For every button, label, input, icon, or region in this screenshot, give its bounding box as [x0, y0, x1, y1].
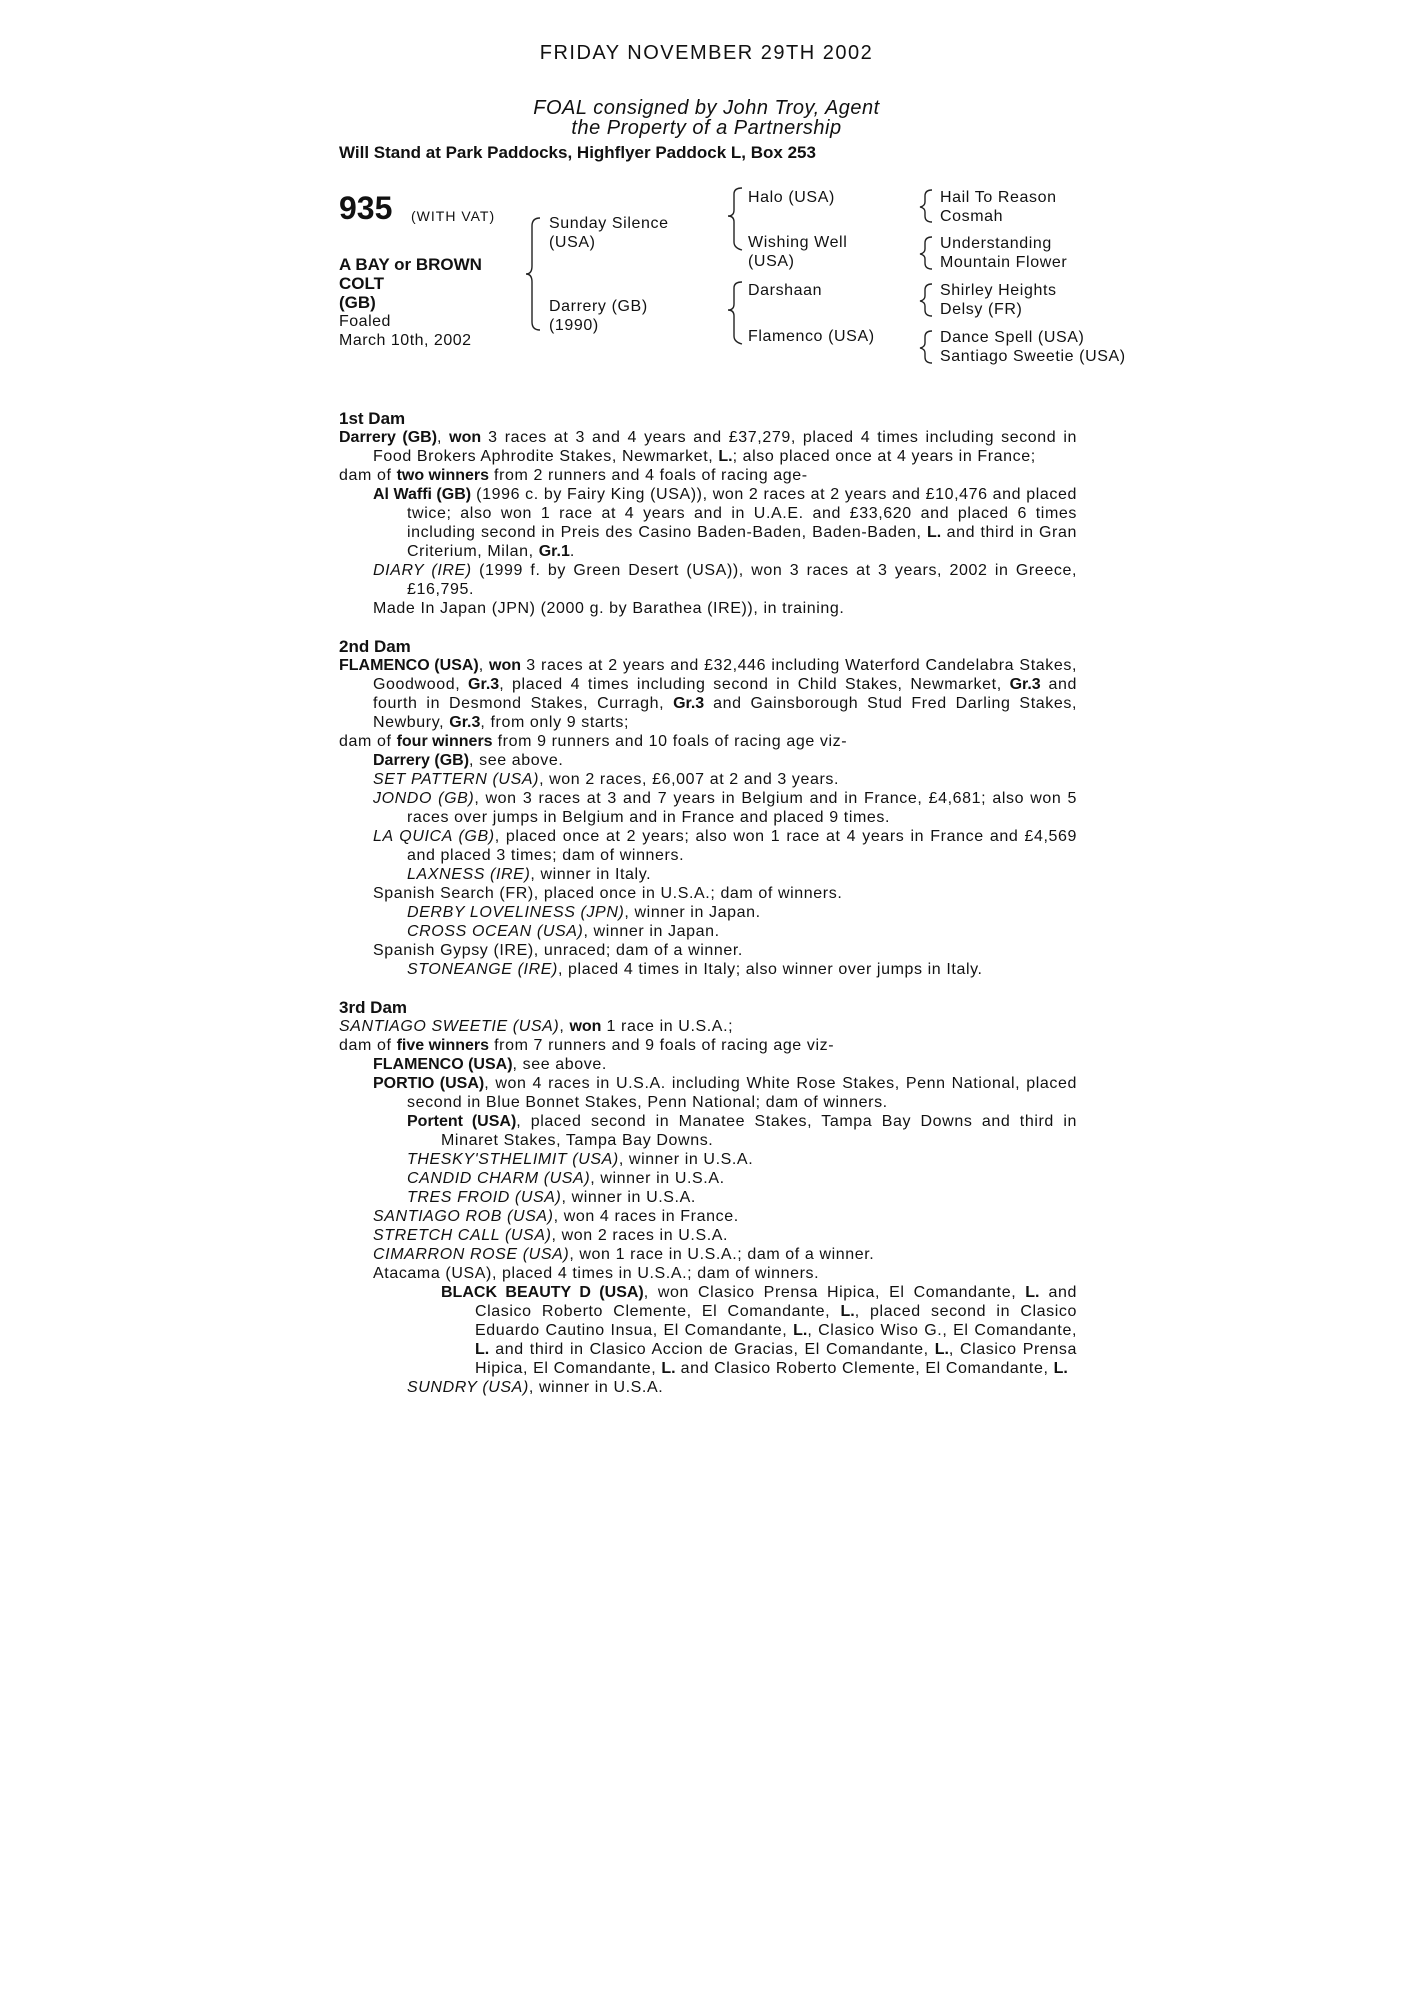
record-text: , won 2 races in U.S.A. — [551, 1227, 729, 1244]
record-text: , winner in Japan. — [624, 904, 761, 921]
record-text: , won 4 races in France. — [553, 1208, 739, 1225]
third-dam-section — [339, 998, 1077, 1397]
produce-entry: Atacama (USA), placed 4 times in U.S.A.; dam of winners. — [373, 1265, 820, 1282]
group-mark: Gr.1 — [538, 543, 570, 560]
record-text: , winner in U.S.A. — [561, 1189, 696, 1206]
horse-name: BLACK BEAUTY D (USA) — [441, 1284, 644, 1301]
produce-entry — [339, 1283, 1077, 1378]
pedigree-dam-sire: Darshaan — [748, 282, 823, 299]
desc-line: (GB) — [339, 293, 376, 312]
sale-date: FRIDAY NOVEMBER 29TH 2002 — [539, 42, 874, 64]
bracket-gen2-dam — [728, 282, 742, 344]
section-heading: 3rd Dam — [339, 998, 408, 1017]
pedigree-g3: Dance Spell (USA) — [940, 329, 1085, 346]
record-text: , won 4 races in U.S.A. including White Rose Stakes, Penn National, placed second in Blue Bonnet Stakes, Penn National; dam of winners. — [407, 1075, 1078, 1111]
dam-name: Darrery (GB) — [549, 298, 648, 315]
horse-name: Al Waffi (GB) — [373, 486, 472, 503]
produce-entry — [339, 1074, 1077, 1112]
produce-entry — [339, 960, 1077, 979]
record-text: 3 races at 3 and 4 years and £37,279, placed 4 times including second in Food Brokers Aphrodite Stakes, Newmarket, — [373, 429, 1078, 465]
produce-entry — [339, 770, 1077, 789]
record-text: , won Clasico Prensa Hipica, El Comandante, — [643, 1284, 1026, 1301]
listed-mark: L. — [475, 1341, 490, 1358]
group-mark: Gr.3 — [449, 714, 481, 731]
record-text: , placed second in Manatee Stakes, Tampa Bay Downs and third in Minaret Stakes, Tampa Bay Downs. — [441, 1113, 1077, 1149]
horse-name: SUNDRY (USA) — [407, 1379, 529, 1396]
record-text: , won 3 races at 3 and 7 years in Belgium and in France, £4,681; also won 5 races over jumps in Belgium and in France and placed 9 times. — [407, 790, 1078, 826]
horse-name: CANDID CHARM (USA) — [407, 1170, 591, 1187]
record-text: and Clasico Roberto Clemente, El Comandante, — [475, 1284, 1078, 1320]
horse-name: Portent (USA) — [407, 1113, 517, 1130]
sire-name: Sunday Silence — [549, 215, 669, 232]
record-text: dam of — [339, 733, 397, 750]
record-text: from 9 runners and 10 foals of racing age viz- — [492, 733, 848, 750]
produce-record — [339, 409, 1077, 1416]
group-mark: Gr.3 — [673, 695, 705, 712]
record-text: from 2 runners and 4 foals of racing age- — [489, 467, 808, 484]
winners-count: two winners — [396, 467, 490, 484]
group-mark: Gr.3 — [1009, 676, 1041, 693]
produce-entry — [339, 1169, 1077, 1188]
dam-record: FLAMENCO (USA), won 3 races at 2 years and £32,446 including Waterford Candelabra Stakes, Goodwood, Gr.3, placed 4 times including second in Child Stakes, Newmarket, Gr.3 and fourth in Desmond Stakes, Curragh, Gr.3 and Gainsborough Stud Fred Darling Stakes, Newbury, Gr.3, from only 9 starts; — [339, 657, 1078, 731]
listed-mark: L. — [926, 524, 942, 541]
produce-entry: Spanish Search (FR), placed once in U.S.A.; dam of winners. — [373, 885, 843, 902]
record-text: ; also placed once at 4 years in France; — [732, 448, 1036, 465]
pedigree-dam-dam: Flamenco (USA) — [748, 328, 875, 345]
dam-of-line — [339, 732, 1077, 751]
pedigree-g3: Cosmah — [940, 208, 1004, 225]
horse-name: DERBY LOVELINESS (JPN) — [407, 904, 625, 921]
produce-entry — [339, 1188, 1077, 1207]
foaled-label: Foaled — [339, 313, 391, 330]
group-mark: Gr.3 — [468, 676, 500, 693]
record-text: (1999 f. by Green Desert (USA)), won 3 races at 3 years, 2002 in Greece, £16,795. — [407, 562, 1078, 598]
record-text: 3 races at 2 years and £32,446 including Waterford Candelabra Stakes, Goodwood, — [373, 657, 1077, 693]
record-text: , winner in Japan. — [583, 923, 720, 940]
horse-name: FLAMENCO (USA) — [373, 1056, 513, 1073]
listed-mark: L. — [718, 448, 733, 465]
won-label: won — [489, 657, 522, 674]
listed-mark: L. — [793, 1322, 808, 1339]
dam-of-line — [339, 1036, 1077, 1055]
produce-entry: Made In Japan (JPN) (2000 g. by Barathea (IRE)), in training. — [373, 600, 845, 617]
pedigree-g3: Delsy (FR) — [940, 301, 1023, 318]
horse-name: JONDO (GB) — [373, 790, 475, 807]
pedigree-g3: Understanding — [940, 235, 1052, 252]
bracket-gen1 — [526, 218, 540, 330]
pedigree-sire-sire: Halo (USA) — [748, 189, 835, 206]
produce-entry — [339, 561, 1077, 599]
produce-entry — [339, 903, 1077, 922]
horse-name: LAXNESS (IRE) — [407, 866, 531, 883]
horse-name: DIARY (IRE) — [373, 562, 472, 579]
pedigree-sire — [549, 214, 669, 252]
record-text: , placed second in Clasico Eduardo Cautino Insua, El Comandante, — [475, 1303, 1078, 1339]
record-text: , placed 4 times including second in Child Stakes, Newmarket, — [499, 676, 1010, 693]
record-text: , see above. — [469, 752, 564, 769]
produce-entry — [339, 1207, 1077, 1226]
record-text: from 7 runners and 9 foals of racing age viz- — [489, 1037, 835, 1054]
record-text: and fourth in Desmond Stakes, Curragh, — [373, 676, 1078, 712]
record-text: , Clasico Wiso G., El Comandante, — [807, 1322, 1077, 1339]
record-text: . — [569, 543, 575, 560]
produce-entry — [339, 1226, 1077, 1245]
produce-entry — [339, 1378, 1077, 1397]
pedigree-sire-dam — [748, 233, 847, 271]
record-text: dam of — [339, 1037, 397, 1054]
record-text: dam of — [339, 467, 397, 484]
pedigree-g3: Hail To Reason — [940, 189, 1057, 206]
produce-entry — [339, 751, 1077, 770]
dam-record — [339, 1017, 1077, 1036]
horse-name: SET PATTERN (USA) — [373, 771, 540, 788]
lot-number: 935 — [339, 190, 393, 226]
horse-name: SANTIAGO ROB (USA) — [373, 1208, 554, 1225]
sire-dam-country: (USA) — [748, 253, 795, 270]
horse-name: STRETCH CALL (USA) — [373, 1227, 552, 1244]
record-text: , won 1 race in U.S.A.; dam of a winner. — [569, 1246, 875, 1263]
produce-entry — [339, 485, 1077, 561]
produce-entry — [339, 1150, 1077, 1169]
produce-entry — [339, 1055, 1077, 1074]
produce-entry — [339, 789, 1077, 827]
vat-note: (WITH VAT) — [411, 208, 496, 224]
listed-mark: L. — [840, 1303, 855, 1320]
stand-location: Will Stand at Park Paddocks, Highflyer Paddock L, Box 253 — [339, 143, 816, 162]
listed-mark: L. — [934, 1341, 949, 1358]
record-text: and third in Clasico Accion de Gracias, El Comandante, — [489, 1341, 935, 1358]
pedigree-g3: Shirley Heights — [940, 282, 1057, 299]
record-text: , from only 9 starts; — [480, 714, 630, 731]
record-text: , placed once at 2 years; also won 1 race at 4 years in France and £4,569 and placed 3 times; dam of winners. — [407, 828, 1077, 864]
record-text: , — [559, 1018, 570, 1035]
produce-entry — [339, 922, 1077, 941]
pedigree-dam — [549, 297, 648, 335]
pedigree-g3: Mountain Flower — [940, 254, 1068, 271]
bracket-gen3-a — [920, 190, 932, 222]
desc-line: COLT — [339, 274, 385, 293]
sire-dam-name: Wishing Well — [748, 234, 848, 251]
record-text: , winner in U.S.A. — [590, 1170, 725, 1187]
dam-of-line — [339, 466, 1077, 485]
consignor-line: FOAL consigned by John Troy, Agent — [533, 97, 880, 119]
horse-name: CROSS OCEAN (USA) — [407, 923, 584, 940]
section-heading: 2nd Dam — [339, 637, 411, 656]
dam-year: (1990) — [549, 317, 599, 334]
horse-name: Darrery (GB) — [373, 752, 470, 769]
produce-entry — [339, 1112, 1077, 1150]
produce-entry — [339, 865, 1077, 884]
won-label: won — [449, 429, 482, 446]
record-text: , won 2 races, £6,007 at 2 and 3 years. — [539, 771, 840, 788]
horse-name: SANTIAGO SWEETIE (USA) — [339, 1018, 560, 1035]
horse-name: Darrery (GB) — [339, 429, 438, 446]
listed-mark: L. — [661, 1360, 676, 1377]
horse-name: LA QUICA (GB) — [373, 828, 495, 845]
produce-entry — [339, 1245, 1077, 1264]
first-dam-section — [339, 409, 1077, 618]
record-text: and Clasico Roberto Clemente, El Comandante, — [675, 1360, 1054, 1377]
horse-name: PORTIO (USA) — [373, 1075, 485, 1092]
foaled-date: March 10th, 2002 — [339, 332, 472, 349]
record-text: , winner in U.S.A. — [528, 1379, 664, 1396]
horse-name: TRES FROID (USA) — [407, 1189, 562, 1206]
record-text: , winner in Italy. — [530, 866, 652, 883]
listed-mark: L. — [1053, 1360, 1068, 1377]
section-heading: 1st Dam — [339, 409, 406, 428]
record-text: , placed 4 times in Italy; also winner over jumps in Italy. — [557, 961, 983, 978]
listed-mark: L. — [1025, 1284, 1040, 1301]
record-text: , Clasico Prensa Hipica, El Comandante, — [475, 1341, 1077, 1377]
record-text: (1996 c. by Fairy King (USA)), won 2 races at 2 years and £10,476 and placed twice; also won 1 race at 4 years and in U.A.E. and £33,620 and placed 6 times including second in Preis des Casino Baden-Baden, Baden-Baden, — [407, 486, 1077, 541]
bracket-gen3-d — [920, 331, 932, 363]
horse-name: FLAMENCO (USA) — [339, 657, 479, 674]
desc-line: A BAY or BROWN — [339, 255, 482, 274]
horse-name: STONEANGE (IRE) — [407, 961, 558, 978]
horse-name: CIMARRON ROSE (USA) — [373, 1246, 570, 1263]
sire-country: (USA) — [549, 234, 596, 251]
produce-entry — [339, 827, 1077, 865]
record-text: 1 race in U.S.A.; — [601, 1018, 734, 1035]
pedigree-g3: Santiago Sweetie (USA) — [940, 348, 1126, 365]
second-dam-section — [339, 637, 1077, 979]
property-line: the Property of a Partnership — [571, 117, 842, 139]
bracket-gen3-b — [920, 237, 932, 269]
dam-record: Darrery (GB), won 3 races at 3 and 4 years and £37,279, placed 4 times including second in Food Brokers Aphrodite Stakes, Newmarket, L.; also placed once at 4 years in France; — [339, 429, 1078, 465]
record-text: , winner in U.S.A. — [618, 1151, 754, 1168]
bracket-gen2-sire — [728, 188, 742, 250]
horse-name: THESKY'STHELIMIT (USA) — [407, 1151, 619, 1168]
winners-count: four winners — [396, 733, 493, 750]
record-text: , see above. — [512, 1056, 607, 1073]
produce-entry: Spanish Gypsy (IRE), unraced; dam of a winner. — [373, 942, 743, 959]
pedigree-brackets — [0, 0, 1413, 400]
record-text: and Gainsborough Stud Fred Darling Stakes, Newbury, — [373, 695, 1077, 731]
won-label: won — [569, 1018, 602, 1035]
record-text: and third in Gran Criterium, Milan, — [407, 524, 1077, 560]
bracket-gen3-c — [920, 284, 932, 316]
winners-count: five winners — [396, 1037, 490, 1054]
